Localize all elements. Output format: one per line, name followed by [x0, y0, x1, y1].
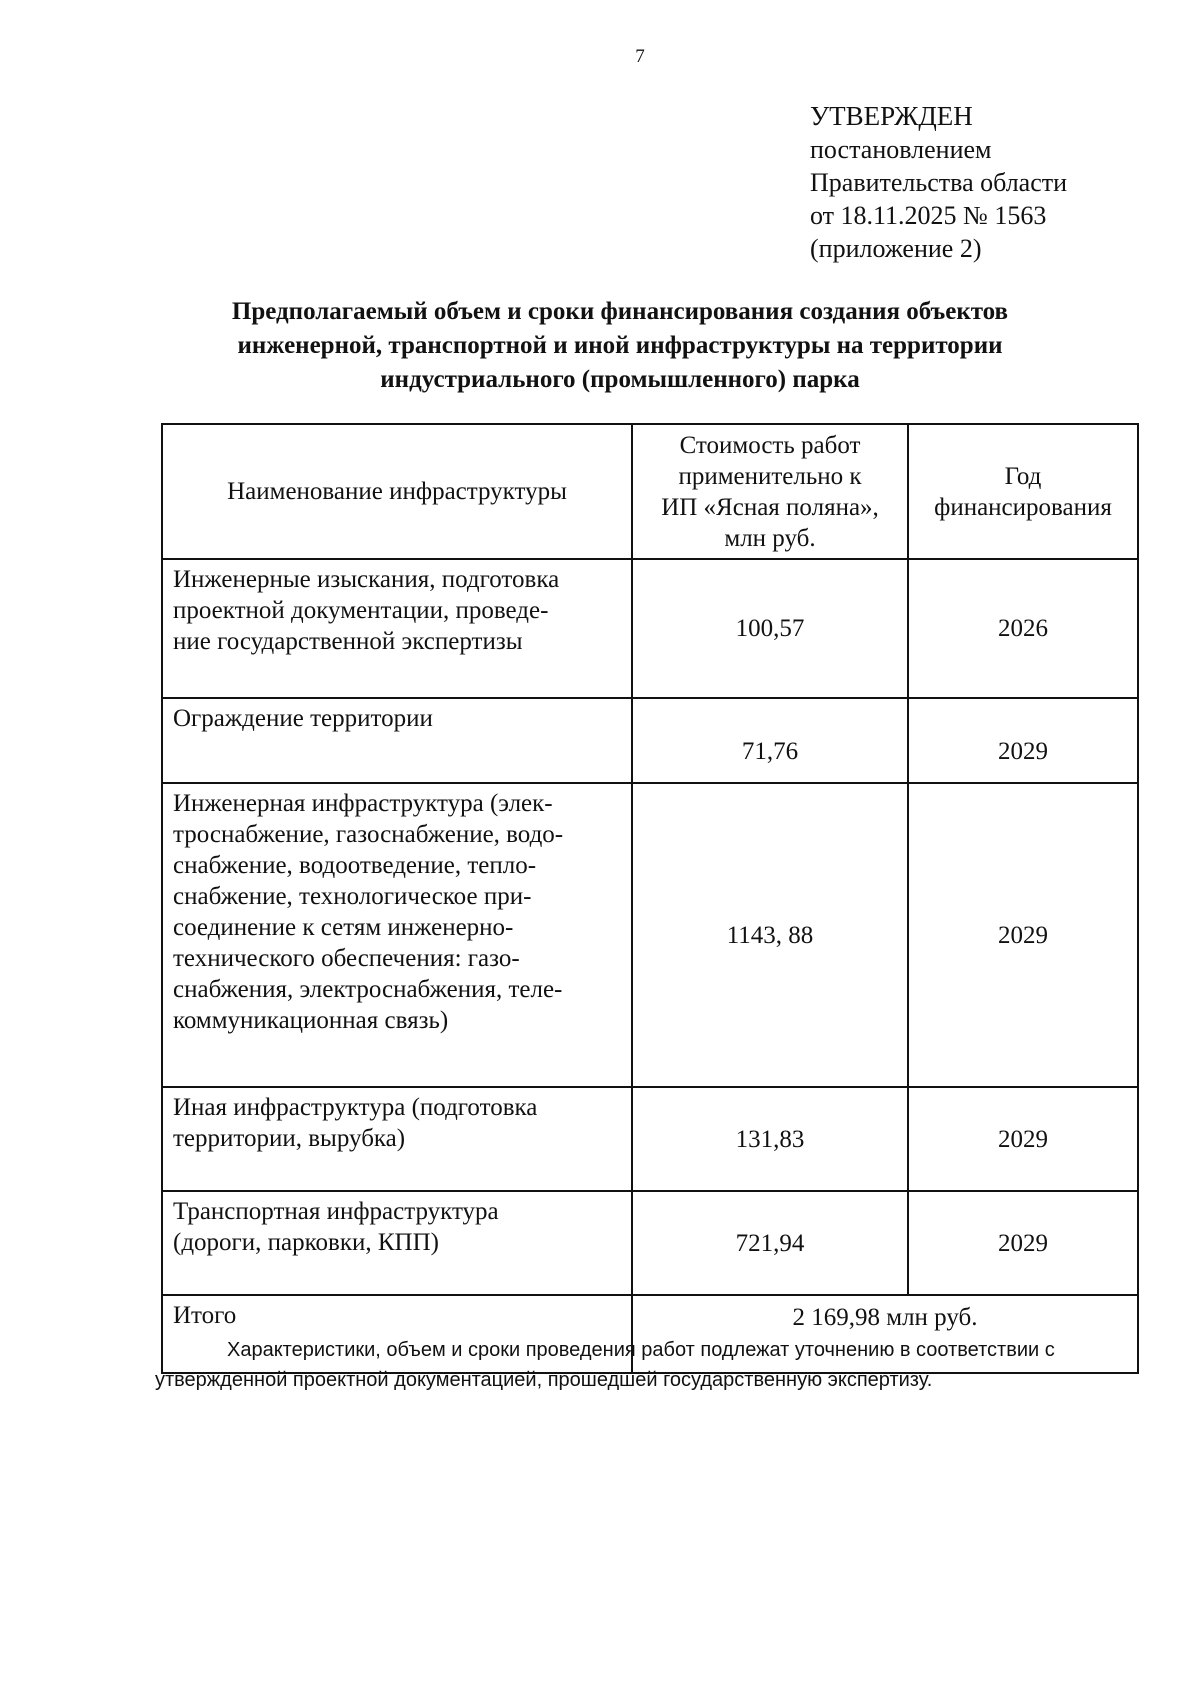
row-name-line: снабжение, технологическое при-: [173, 883, 532, 910]
row-cost: 71,76: [632, 698, 908, 783]
row-cost: 131,83: [632, 1087, 908, 1191]
approval-line: (приложение 2): [810, 234, 982, 263]
row-name-line: технического обеспечения: газо-: [173, 945, 520, 972]
row-name-line: (дороги, парковки, КПП): [173, 1229, 439, 1256]
approval-block: [810, 100, 1067, 265]
table-row: [162, 698, 1138, 783]
row-cost: 100,57: [632, 559, 908, 698]
table-header-row: [162, 424, 1138, 559]
row-name-line: снабжение, водоотведение, тепло-: [173, 852, 537, 879]
row-name-line: территории, вырубка): [173, 1125, 406, 1152]
header-cost-line: Стоимость работ: [679, 431, 861, 459]
footnote: [155, 1335, 1150, 1395]
title-line: индустриального (промышленного) парка: [380, 366, 860, 393]
row-name-line: Транспортная инфраструктура: [173, 1198, 499, 1225]
row-year: 2029: [908, 1191, 1138, 1295]
title-line: инженерной, транспортной и иной инфраструктуры на территории: [237, 332, 1003, 359]
row-name: [162, 1087, 632, 1191]
table-row: [162, 783, 1138, 1087]
row-name: [162, 783, 632, 1087]
header-year-line: Год: [1004, 462, 1042, 490]
row-name-line: Ограждение территории: [173, 705, 433, 732]
row-name-line: Инженерные изыскания, подготовка: [173, 566, 560, 593]
total-value: 2 169,98 млн руб.: [632, 1295, 1138, 1373]
row-name-line: коммуникационная связь): [173, 1007, 449, 1034]
table-row: [162, 1191, 1138, 1295]
header-cost-line: млн руб.: [724, 524, 816, 552]
document-title: [150, 295, 1090, 397]
table-row: [162, 1087, 1138, 1191]
header-name: [162, 424, 632, 559]
funding-table: [161, 423, 1139, 1374]
approval-line: Правительства области: [810, 168, 1068, 197]
row-name-line: троснабжение, газоснабжение, водо-: [173, 821, 564, 848]
approval-stamp: УТВЕРЖДЕН: [810, 101, 973, 131]
row-name: [162, 1191, 632, 1295]
row-name-line: ние государственной экспертизы: [173, 628, 523, 655]
row-name-line: Инженерная инфраструктура (элек-: [173, 790, 553, 817]
footnote-line: Характеристики, объем и сроки проведения работ подлежат уточнению в соответствии: [227, 1339, 1040, 1361]
row-year: 2029: [908, 698, 1138, 783]
row-name-line: Иная инфраструктура (подготовка: [173, 1094, 538, 1121]
page-number: 7: [635, 46, 645, 67]
title-line: Предполагаемый объем и сроки финансирования создания объектов: [231, 298, 1009, 325]
header-cost-line: ИП «Ясная поляна»,: [661, 493, 879, 521]
row-name-line: снабжения, электроснабжения, теле-: [173, 976, 563, 1003]
header-name-text: Наименование инфраструктуры: [227, 478, 567, 505]
row-name-line: соединение к сетям инженерно-: [173, 914, 514, 941]
row-name: [162, 698, 632, 783]
row-cost: 721,94: [632, 1191, 908, 1295]
header-year-line: финансирования: [934, 493, 1112, 521]
approval-line: постановлением: [810, 135, 992, 164]
row-year: 2026: [908, 559, 1138, 698]
approval-line: от 18.11.2025 № 1563: [810, 201, 1047, 230]
row-name-line: проектной документации, проведе-: [173, 597, 549, 624]
row-cost: 1143, 88: [632, 783, 908, 1087]
row-year: 2029: [908, 1087, 1138, 1191]
header-cost: [632, 424, 908, 559]
total-label: Итого: [162, 1295, 632, 1373]
row-year: 2029: [908, 783, 1138, 1087]
header-year: [908, 424, 1138, 559]
row-name: [162, 559, 632, 698]
header-cost-line: применительно к: [678, 462, 862, 490]
footnote-line: с утвержденной проектной документацией, прошедшей государственную экспертизу.: [155, 1339, 1055, 1391]
table-row: [162, 559, 1138, 698]
